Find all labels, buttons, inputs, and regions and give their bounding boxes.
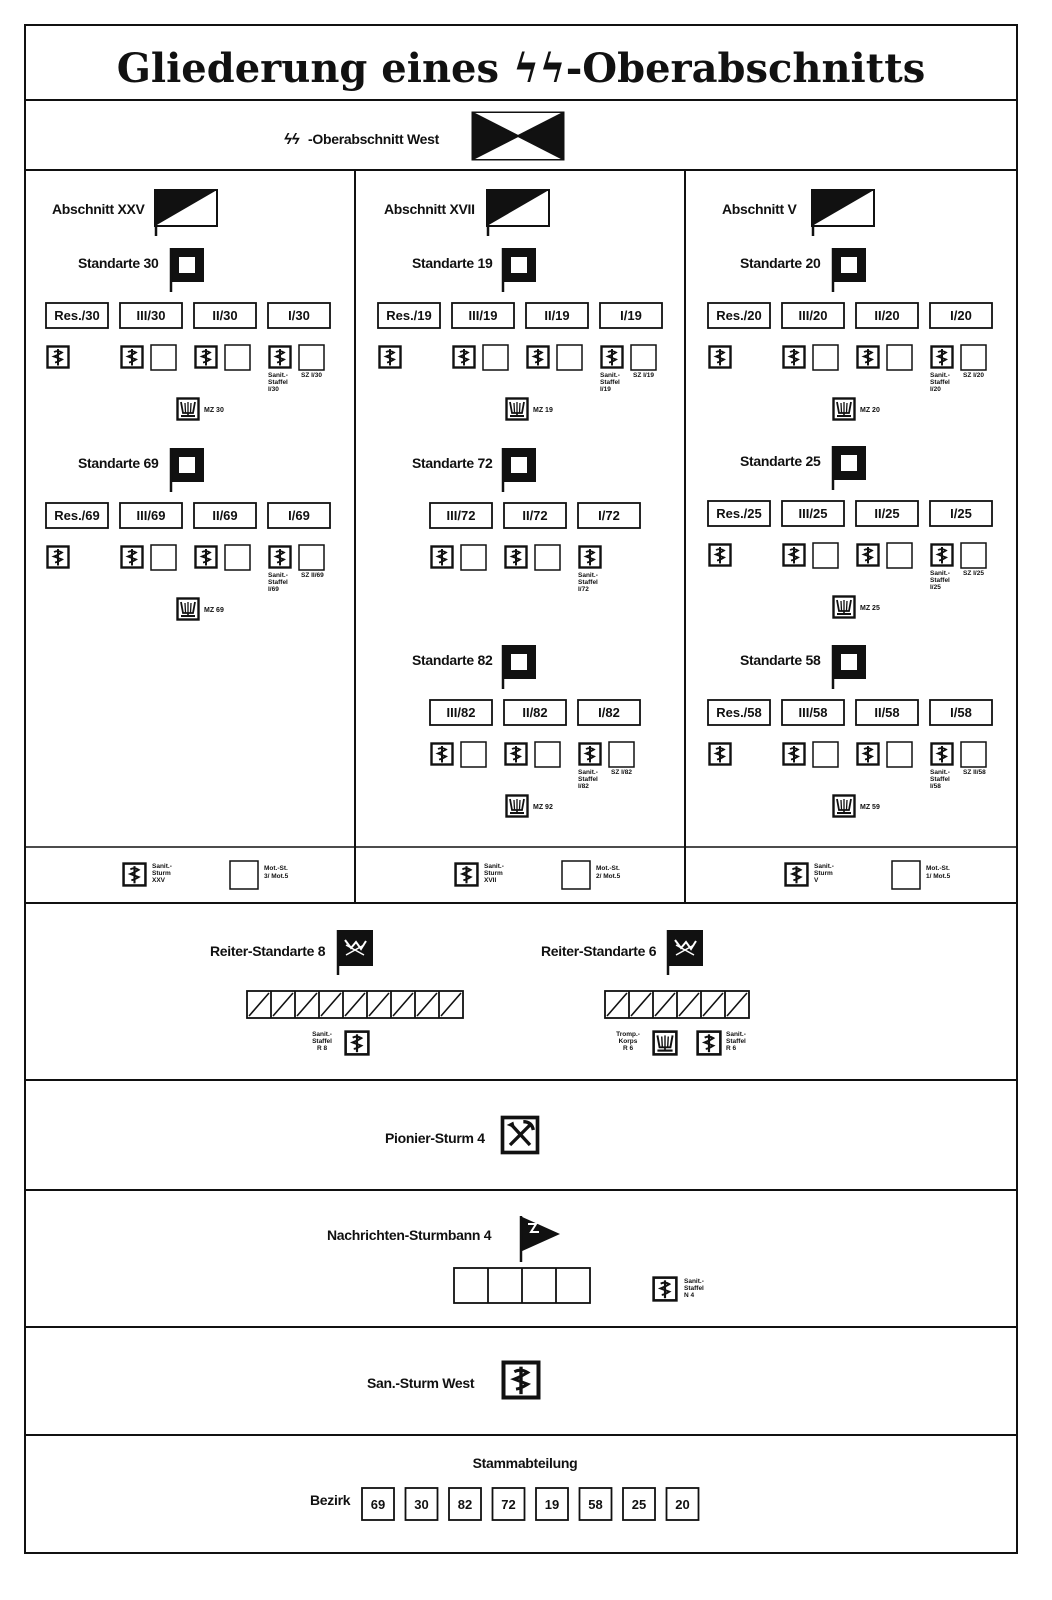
motor-sturm-box <box>813 742 838 767</box>
standarte-flag-field <box>511 654 527 670</box>
sanit-icon <box>580 547 601 568</box>
sz-label: SZ II/69 <box>301 572 324 579</box>
sanit-icon <box>784 744 805 765</box>
page-title: Gliederung eines ϟϟ-Oberabschnitts <box>116 45 926 92</box>
sanit-icon <box>858 545 879 566</box>
battalion-label: II/30 <box>212 308 238 323</box>
sanit-icon <box>346 1032 369 1055</box>
sz-box <box>299 545 324 570</box>
sanit-icon <box>654 1278 677 1301</box>
standarte-flag-field <box>511 457 527 473</box>
standarte-label: Standarte 19 <box>412 255 493 271</box>
sanit-icon <box>196 347 217 368</box>
battalion-label: I/20 <box>950 308 972 323</box>
sz-box <box>961 742 986 767</box>
sanit-staffel-label: Sanit.-Staffel I/25 <box>930 570 950 591</box>
motor-sturm-box <box>813 345 838 370</box>
bezirk-number: 58 <box>588 1497 603 1512</box>
motor-sturm-box <box>535 742 560 767</box>
motor-sturm-label: Mot.-St. 2/ Mot.5 <box>596 865 621 880</box>
sz-box <box>961 543 986 568</box>
sanit-staffel-label: Sanit.-Staffel I/72 <box>578 572 598 593</box>
battalion-label: Res./30 <box>54 308 100 323</box>
reiter-sanit-label: Sanit.-Staffel R 6 <box>726 1031 746 1052</box>
reiter-flag <box>337 930 373 966</box>
crossed-pickaxe-spade-icon <box>503 1118 538 1153</box>
sanit-icon <box>784 545 805 566</box>
reiter-standarte-label: Reiter-Standarte 6 <box>541 943 657 959</box>
sanit-icon <box>270 347 291 368</box>
sanit-icon <box>122 547 143 568</box>
motor-sturm-box <box>483 345 508 370</box>
sanit-icon <box>858 744 879 765</box>
pionier-sturm-label: Pionier-Sturm 4 <box>385 1130 485 1146</box>
battalion-label: Res./19 <box>386 308 432 323</box>
sanit-sturm-label: Sanit.-Sturm XXV <box>152 863 172 884</box>
sanit-staffel-label: Sanit.-Staffel I/69 <box>268 572 288 593</box>
sanit-icon <box>698 1032 721 1055</box>
motor-sturm-label: Mot.-St. 3/ Mot.5 <box>264 865 289 880</box>
musikzug-label: MZ 19 <box>533 407 553 414</box>
bezirk-number: 20 <box>675 1497 690 1512</box>
standarte-label: Standarte 69 <box>78 455 159 471</box>
sz-label: SZ I/30 <box>301 372 322 379</box>
battalion-label: III/30 <box>136 308 166 323</box>
sanit-sturm-icon <box>124 864 146 886</box>
san-sturm-label: San.-Sturm West <box>367 1375 475 1391</box>
sanit-staffel-label: Sanit.-Staffel I/82 <box>578 769 598 790</box>
sz-box <box>299 345 324 370</box>
sz-label: SZ I/25 <box>963 570 984 577</box>
sanit-icon <box>932 744 953 765</box>
standarte-flag-field <box>841 654 857 670</box>
sanit-icon <box>784 347 805 368</box>
oberabschnitt-label: -Oberabschnitt West <box>308 131 439 147</box>
sz-label: SZ I/20 <box>963 372 984 379</box>
standarte-label: Standarte 58 <box>740 652 821 668</box>
sanit-icon <box>580 744 601 765</box>
bezirk-number: 82 <box>457 1497 473 1512</box>
nachrichten-sturmbann-label: Nachrichten-Sturmbann 4 <box>327 1227 492 1243</box>
battalion-label: II/25 <box>874 506 900 521</box>
standarte-label: Standarte 82 <box>412 652 493 668</box>
sanit-staffel-label: Sanit.-Staffel I/20 <box>930 372 950 393</box>
reiter-sanit-label: Sanit.-Staffel R 8 <box>312 1031 332 1052</box>
pennant-lightning-icon <box>520 1216 560 1252</box>
motor-sturm-box <box>151 545 176 570</box>
battalion-label: III/25 <box>798 506 828 521</box>
battalion-label: III/20 <box>798 308 828 323</box>
sanit-sturm-icon <box>456 864 478 886</box>
battalion-label: III/72 <box>446 508 476 523</box>
bezirk-number: 69 <box>370 1497 386 1512</box>
musikzug-icon <box>834 597 855 618</box>
musikzug-icon <box>834 796 855 817</box>
musikzug-label: MZ 30 <box>204 407 224 414</box>
standarte-label: Standarte 25 <box>740 453 821 469</box>
battalion-label: III/69 <box>136 508 166 523</box>
standarte-label: Standarte 72 <box>412 455 493 471</box>
bezirk-number: 19 <box>544 1497 560 1512</box>
sanit-staffel-label: Sanit.-Staffel I/30 <box>268 372 288 393</box>
motor-sturm-box <box>461 742 486 767</box>
battalion-label: I/19 <box>620 308 642 323</box>
sanit-icon <box>48 547 69 568</box>
standarte-label: Standarte 20 <box>740 255 821 271</box>
abschnitt-label: Abschnitt XXV <box>52 201 145 217</box>
sanit-icon <box>380 347 401 368</box>
stammabteilung-title: Stammabteilung <box>472 1455 578 1471</box>
battalion-label: Res./25 <box>716 506 762 521</box>
sz-box <box>631 345 656 370</box>
standarte-flag-field <box>511 257 527 273</box>
sanit-sturm-label: Sanit.-Sturm V <box>814 863 834 884</box>
musikzug-icon <box>178 399 199 420</box>
sanit-icon <box>858 347 879 368</box>
motor-sturm-box <box>887 742 912 767</box>
battalion-label: III/58 <box>798 705 828 720</box>
bezirk-label: Bezirk <box>310 1492 351 1508</box>
sanit-icon <box>932 545 953 566</box>
standarte-flag-field <box>841 455 857 471</box>
sanit-icon <box>710 744 731 765</box>
motor-sturm-box <box>892 861 920 889</box>
standarte-flag-field <box>179 257 195 273</box>
musikzug-icon <box>834 399 855 420</box>
sz-box <box>961 345 986 370</box>
motor-sturm-box <box>562 861 590 889</box>
abschnitt-label: Abschnitt V <box>722 201 797 217</box>
standarte-flag-field <box>179 457 195 473</box>
battalion-label: I/58 <box>950 705 972 720</box>
standarte-flag-field <box>841 257 857 273</box>
sanit-icon <box>932 347 953 368</box>
battalion-label: I/82 <box>598 705 620 720</box>
abschnitt-label: Abschnitt XVII <box>384 201 475 217</box>
sanit-icon <box>710 545 731 566</box>
sanit-staffel-label: Sanit.-Staffel I/58 <box>930 769 950 790</box>
motor-sturm-box <box>151 345 176 370</box>
battalion-label: II/69 <box>212 508 238 523</box>
motor-sturm-box <box>225 345 250 370</box>
sanit-sturm-label: Sanit.-Sturm XVII <box>484 863 504 884</box>
trompeterkorps-label: Tromp.-Korps R 6 <box>616 1031 640 1052</box>
battalion-label: II/82 <box>522 705 548 720</box>
battalion-label: II/19 <box>544 308 570 323</box>
sanit-staffel-label: Sanit.-Staffel I/19 <box>600 372 620 393</box>
battalion-label: Res./69 <box>54 508 100 523</box>
sanit-icon <box>432 744 453 765</box>
battalion-label: II/72 <box>522 508 548 523</box>
battalion-label: I/30 <box>288 308 310 323</box>
battalion-label: Res./58 <box>716 705 762 720</box>
bezirk-number: 25 <box>631 1497 647 1512</box>
battalion-label: I/25 <box>950 506 972 521</box>
motor-sturm-box <box>225 545 250 570</box>
musikzug-icon <box>507 796 528 817</box>
sanit-icon <box>432 547 453 568</box>
sanit-icon <box>506 744 527 765</box>
musikzug-label: MZ 92 <box>533 804 553 811</box>
sanit-icon <box>506 547 527 568</box>
staff-of-aesculapius-icon <box>504 1363 539 1398</box>
motor-sturm-box <box>230 861 258 889</box>
musikzug-label: MZ 25 <box>860 605 880 612</box>
sanit-icon <box>270 547 291 568</box>
bezirk-number: 72 <box>501 1497 516 1512</box>
sanit-icon <box>122 347 143 368</box>
sz-box <box>609 742 634 767</box>
ss-rune: ϟϟ <box>284 131 300 148</box>
sanit-icon <box>710 347 731 368</box>
standarte-label: Standarte 30 <box>78 255 159 271</box>
motor-sturm-label: Mot.-St. 1/ Mot.5 <box>926 865 951 880</box>
motor-sturm-box <box>887 543 912 568</box>
battalion-label: I/72 <box>598 508 620 523</box>
battalion-label: Res./20 <box>716 308 762 323</box>
musikzug-label: MZ 69 <box>204 607 224 614</box>
motor-sturm-box <box>813 543 838 568</box>
motor-sturm-box <box>557 345 582 370</box>
battalion-label: II/58 <box>874 705 900 720</box>
trompeterkorps-icon <box>654 1032 677 1055</box>
sanit-icon <box>528 347 549 368</box>
musikzug-icon <box>178 599 199 620</box>
motor-sturm-box <box>887 345 912 370</box>
motor-sturm-box <box>535 545 560 570</box>
battalion-label: III/19 <box>468 308 498 323</box>
musikzug-icon <box>507 399 528 420</box>
sz-label: SZ I/19 <box>633 372 654 379</box>
sz-label: SZ I/82 <box>611 769 632 776</box>
musikzug-label: MZ 20 <box>860 407 880 414</box>
nachrichten-sanit-label: Sanit.-Staffel N 4 <box>684 1278 704 1299</box>
musikzug-label: MZ 59 <box>860 804 880 811</box>
sanit-sturm-icon <box>786 864 808 886</box>
sanit-icon <box>602 347 623 368</box>
sanit-icon <box>48 347 69 368</box>
motor-sturm-box <box>461 545 486 570</box>
reiter-standarte-label: Reiter-Standarte 8 <box>210 943 326 959</box>
sanit-icon <box>454 347 475 368</box>
sz-label: SZ II/58 <box>963 769 986 776</box>
battalion-label: I/69 <box>288 508 310 523</box>
battalion-label: II/20 <box>874 308 900 323</box>
battalion-label: III/82 <box>446 705 476 720</box>
reiter-flag <box>667 930 703 966</box>
sanit-icon <box>196 547 217 568</box>
bezirk-number: 30 <box>414 1497 429 1512</box>
